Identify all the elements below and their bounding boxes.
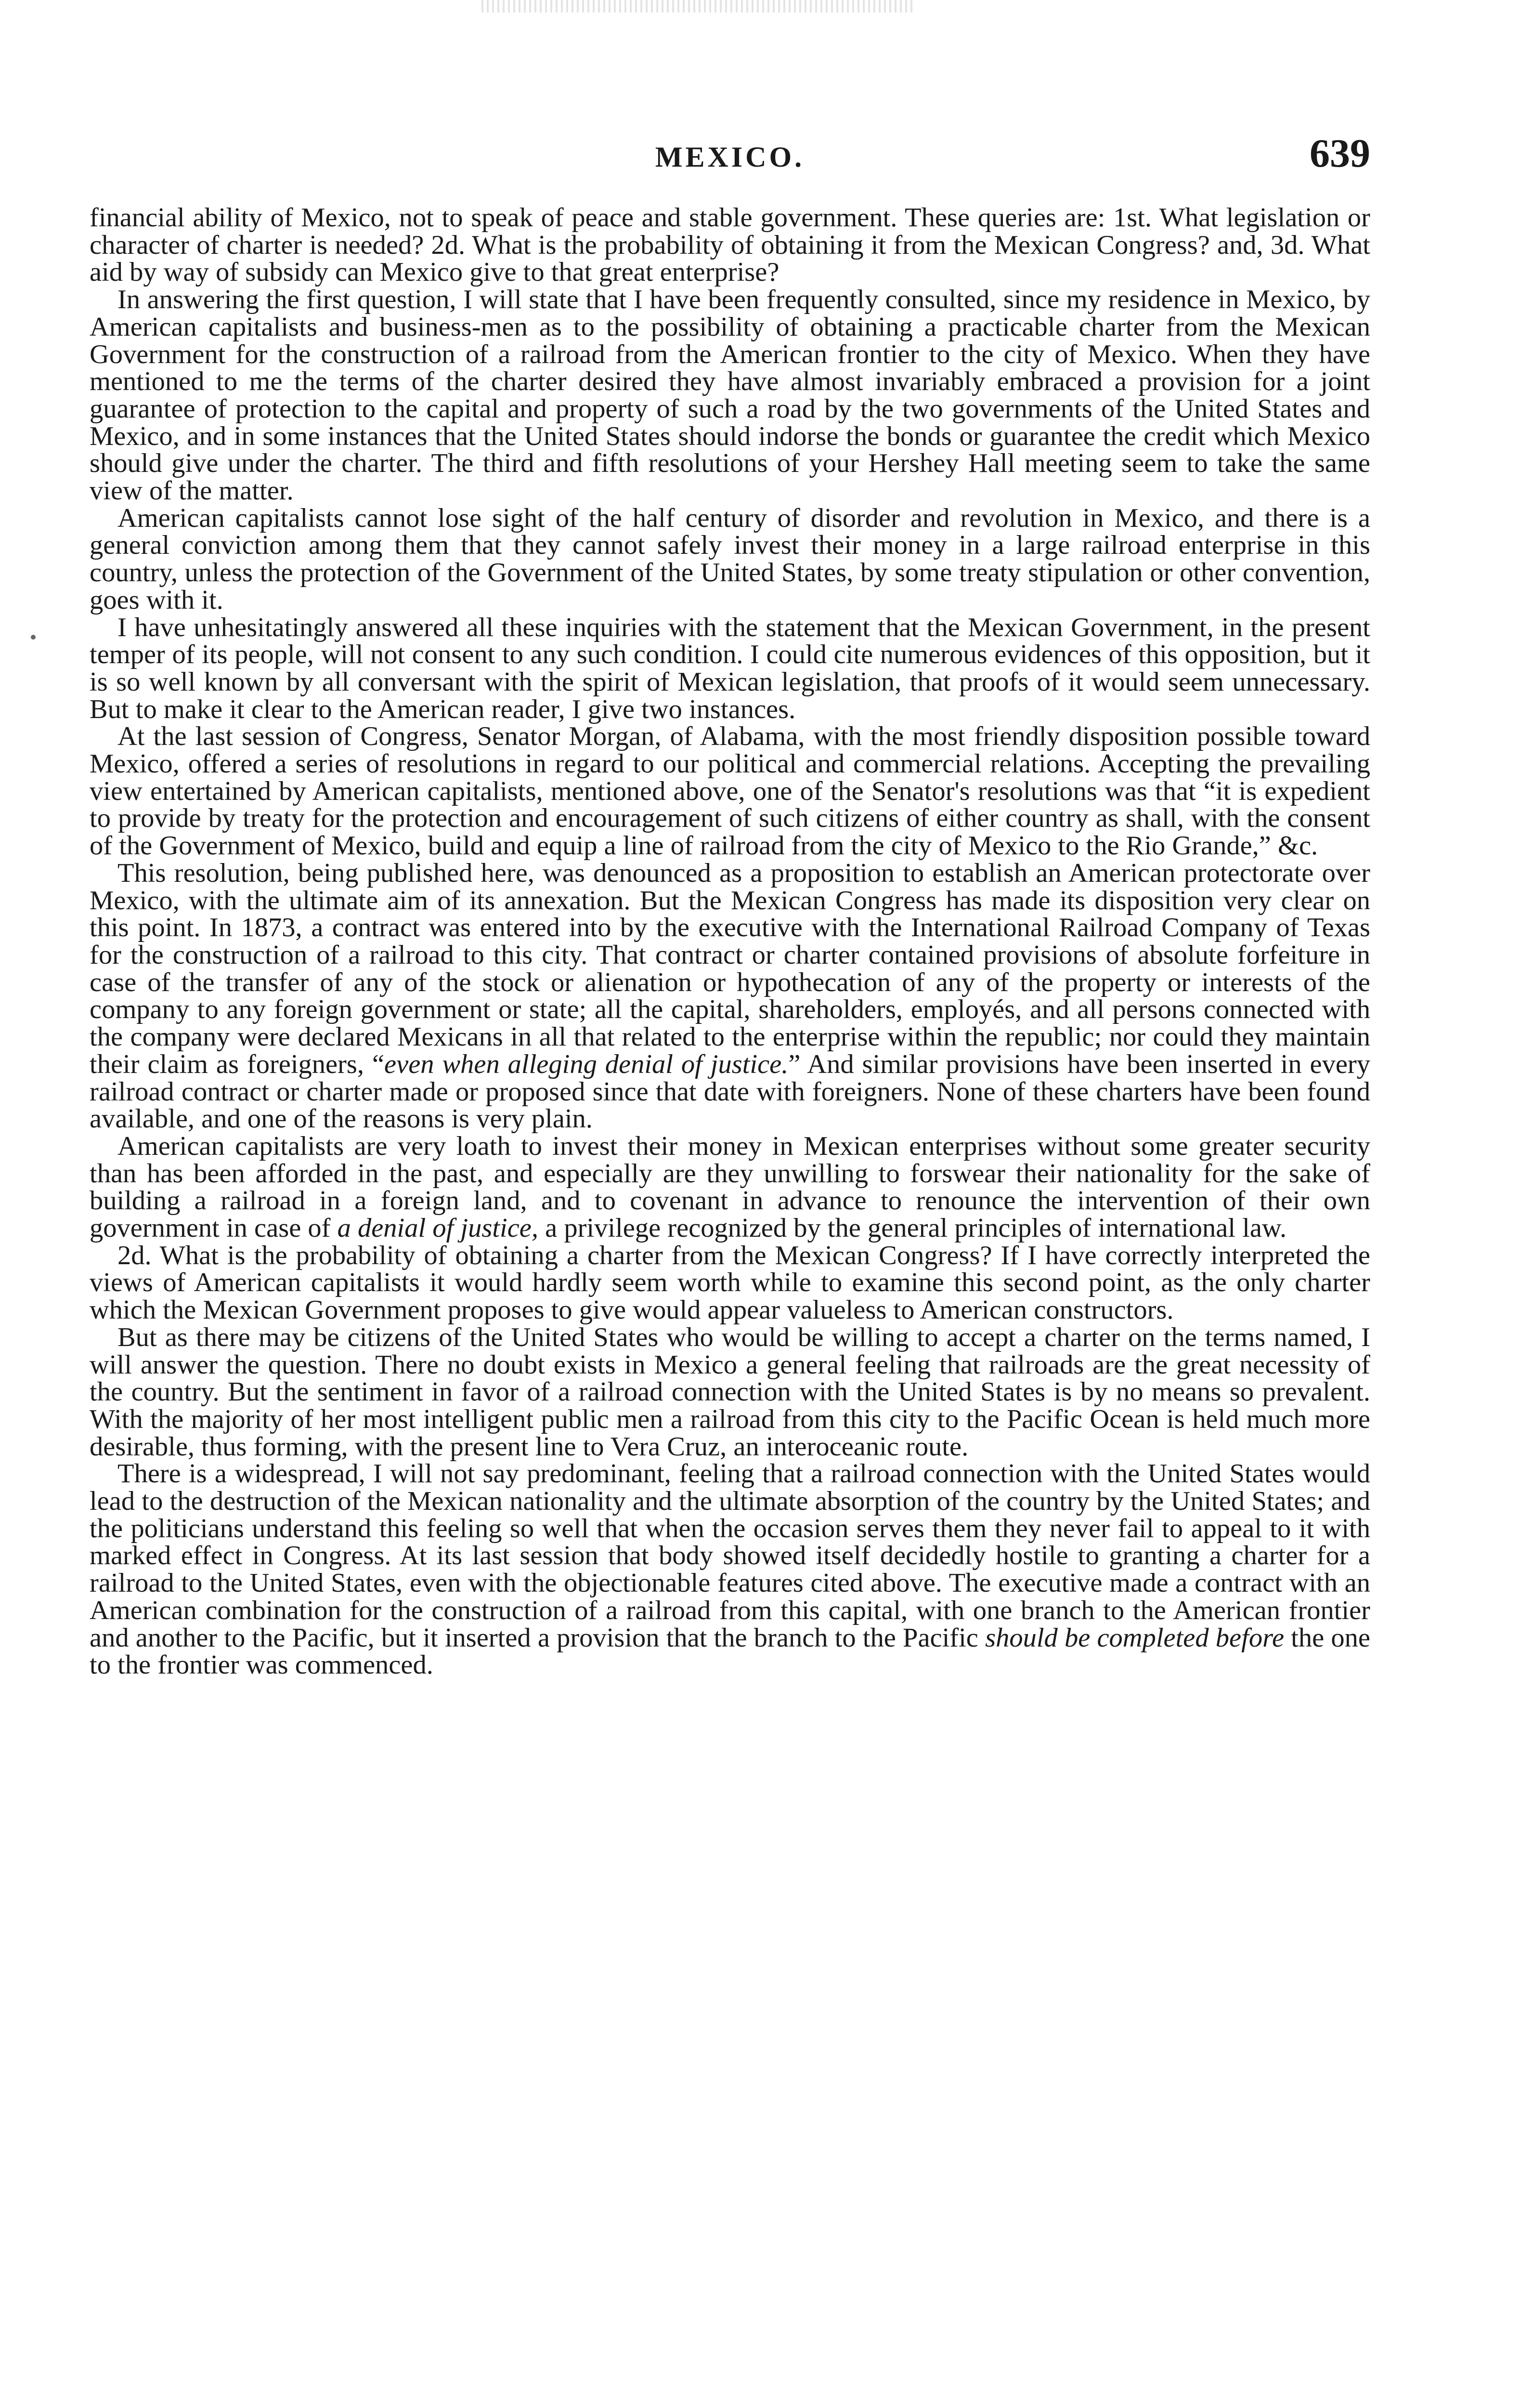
page-number: 639 — [1310, 131, 1370, 176]
paragraph-7-text-before: American capitalists are very loath to invest their money in Mexican enterprises without some greater security than has been afforded in the past, and especially are they unwilling to forswear their nationality for the sake of building a railroad in a foreign land, and to covenant in advance to renounce the intervention of their own government in case of — [90, 1131, 1370, 1243]
paragraph-7-italic: a denial of justice, — [337, 1213, 539, 1243]
body-text — [90, 204, 1370, 1679]
paragraph-6-italic: even when alleging denial of justice. — [384, 1049, 789, 1079]
paragraph-4: I have unhesitatingly answered all these inquiries with the statement that the Mexican Government, in the present temper of its people, will not consent to any such condition. I could cite numerous evidences of this opposition, but it is so well known by all conversant with the spirit of Mexican legislation, that proofs of it would seem unnecessary. But to make it clear to the American reader, I give two instances. — [90, 612, 1370, 724]
paragraph-10-text-after: the one to the frontier was commenced. — [90, 1623, 1371, 1680]
paragraph-6-text-after: ” And similar provisions have been inserted in every railroad contract or charter made or proposed since that date with foreigners. None of these charters have been found available, and one of the reasons is very plain. — [90, 1049, 1370, 1134]
paragraph-7 — [90, 1133, 1370, 1242]
scan-edge-noise — [481, 0, 915, 13]
running-title: MEXICO. — [655, 141, 805, 173]
document-page — [90, 126, 1370, 1679]
paragraph-10 — [90, 1460, 1370, 1679]
paragraph-6-text-before: This resolution, being published here, was denounced as a proposition to establish an American protectorate over Mexico, with the ultimate aim of its annexation. But the Mexican Congress has made its disposition very clear on this point. In 1873, a contract was entered into by the executive with the International Railroad Company of Texas for the construction of a railroad to this city. That contract or charter contained provisions of absolute forfeiture in case of the transfer of any of the stock or alienation or hypothecation of any of the property or interests of the company to any foreign government or state; all the capital, shareholders, employés, and all persons connected with the company were declared Mexicans in all that related to the enterprise within the republic; nor could they maintain their claim as foreigners, “ — [90, 858, 1370, 1079]
paragraph-9: But as there may be citizens of the United States who would be willing to accept a charter on the terms named, I will answer the question. There no doubt exists in Mexico a general feeling that railroads are the great necessity of the country. But the sentiment in favor of a railroad connection with the United States is by no means so prevalent. With the majority of her most intelligent public men a railroad from this city to the Pacific Ocean is held much more desirable, thus forming, with the present line to Vera Cruz, an interoceanic route. — [90, 1322, 1370, 1462]
paragraph-6 — [90, 860, 1370, 1133]
paragraph-5: At the last session of Congress, Senator Morgan, of Alabama, with the most friendly disposition possible toward Mexico, offered a series of resolutions in regard to our political and commercial relations. Accepting the prevailing view entertained by American capitalists, mentioned above, one of the Senator's resolutions was that “it is expedient to provide by treaty for the protection and encouragement of such citizens of either country as shall, with the consent of the Government of Mexico, build and equip a line of railroad from the city of Mexico to the Rio Grande,” &c. — [90, 721, 1370, 861]
margin-speck — [31, 635, 36, 640]
paragraph-8: 2d. What is the probability of obtaining a charter from the Mexican Congress? If I have correctly interpreted the views of American capitalists it would hardly seem worth while to examine this second point, as the only charter which the Mexican Government proposes to give would appear valueless to American constructors. — [90, 1240, 1370, 1325]
paragraph-3: American capitalists cannot lose sight of the half century of disorder and revolution in Mexico, and there is a general conviction among them that they cannot safely invest their money in a large railroad enterprise in this country, unless the protection of the Government of the United States, by some treaty stipulation or other convention, goes with it. — [90, 503, 1370, 615]
paragraph-10-text-before: There is a widespread, I will not say predominant, feeling that a railroad connection with the United States would lead to the destruction of the Mexican nationality and the ultimate absorption of the country by the United States; and the politicians understand this feeling so well that when the occasion serves them they never fail to appeal to it with marked effect in Congress. At its last session that body showed itself decidedly hostile to granting a charter for a railroad to the United States, even with the objectionable features cited above. The executive made a contract with an American combination for the construction of a railroad from this capital, with one branch to the American frontier and another to the Pacific, but it inserted a provision that the branch to the Pacific — [90, 1459, 1370, 1653]
paragraph-10-italic: should be completed before — [985, 1623, 1285, 1653]
running-head — [90, 126, 1370, 179]
paragraph-7-text-after: a privilege recognized by the general principles of international law. — [538, 1213, 1287, 1243]
paragraph-2: In answering the first question, I will state that I have been frequently consulted, since my residence in Mexico, by American capitalists and business-men as to the possibility of obtaining a practicable charter from the Mexican Government for the construction of a railroad from the American frontier to the city of Mexico. When they have mentioned to me the terms of the charter desired they have almost invariably embraced a provision for a joint guarantee of protection to the capital and property of such a road by the two governments of the United States and Mexico, and in some instances that the United States should indorse the bonds or guarantee the credit which Mexico should give under the charter. The third and fifth resolutions of your Hershey Hall meeting seem to take the same view of the matter. — [90, 285, 1370, 506]
paragraph-1: financial ability of Mexico, not to speak of peace and stable government. These queries are: 1st. What legislation or character of charter is needed? 2d. What is the probability of obtaining it from the Mexican Congress? and, 3d. What aid by way of subsidy can Mexico give to that great enterprise? — [90, 203, 1370, 288]
